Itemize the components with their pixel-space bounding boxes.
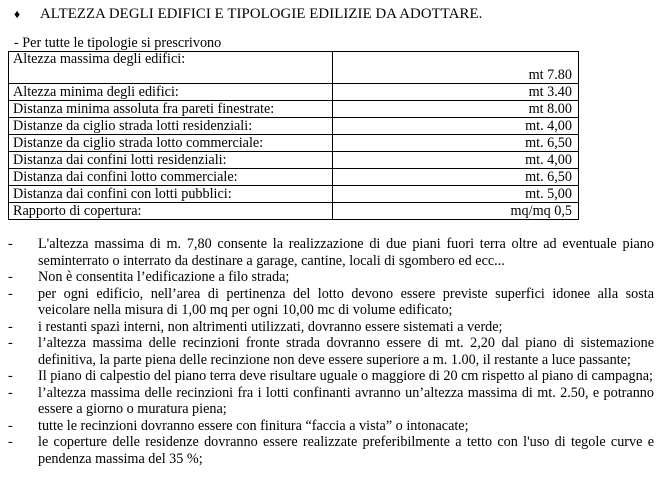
table-row	[9, 135, 579, 152]
spec-value: mt 7.80	[333, 52, 579, 84]
spec-value: mt. 6,50	[333, 169, 579, 186]
table-row	[9, 169, 579, 186]
list-item	[8, 269, 654, 286]
table-row	[9, 203, 579, 220]
dash-bullet: -	[8, 434, 13, 450]
spec-label: Distanze da ciglio strada lotti residenziali:	[9, 118, 333, 135]
dash-bullet: -	[8, 417, 13, 434]
spec-label: Rapporto di copertura:	[9, 203, 333, 220]
spec-value: mt. 4,00	[333, 118, 579, 135]
dash-bullet: -	[8, 335, 13, 351]
table-row	[9, 52, 579, 84]
dash-bullet: -	[8, 236, 13, 252]
spec-value: mt. 5,00	[333, 186, 579, 203]
list-item	[8, 385, 654, 418]
section-title: ALTEZZA DEGLI EDIFICI E TIPOLOGIE EDILIZIE DA ADOTTARE.	[40, 6, 483, 22]
spec-label: Distanze da ciglio strada lotto commerciale:	[9, 135, 333, 152]
dash-bullet: -	[8, 384, 13, 401]
spec-label: Altezza minima degli edifici:	[9, 84, 333, 101]
spec-value: mt 8.00	[333, 101, 579, 118]
table-row	[9, 152, 579, 169]
rule-text: tutte le recinzioni dovranno essere con finitura “faccia a vista” o intonacate;	[38, 417, 469, 434]
spec-label: Altezza massima degli edifici:	[9, 52, 333, 84]
dash-bullet: -	[8, 269, 13, 285]
rule-text: L'altezza massima di m. 7,80 consente la realizzazione di due piani fuori terra oltre ad eventuale piano seminterrato o interrato da destinare a garage, cantine, locali di sgombero ed ecc...	[38, 236, 654, 269]
spec-label: Distanza minima assoluta fra pareti finestrate:	[9, 101, 333, 118]
table-row	[9, 84, 579, 101]
dash-bullet: -	[8, 318, 13, 335]
list-item	[8, 286, 654, 319]
rule-text: Non è consentita l’edificazione a filo strada;	[38, 269, 290, 285]
list-item	[8, 434, 654, 467]
spec-value: mq/mq 0,5	[333, 203, 579, 220]
rule-text: Il piano di calpestio del piano terra deve risultare uguale o maggiore di 20 cm rispetto al piano di campagna;	[38, 368, 653, 384]
spec-value: mt. 6,50	[333, 135, 579, 152]
spec-label: Distanza dai confini lotti residenziali:	[9, 152, 333, 169]
specifications-table	[8, 51, 579, 220]
section-heading	[14, 6, 482, 23]
rules-list	[8, 236, 654, 467]
rule-text: le coperture delle residenze dovranno essere realizzate preferibilmente a tetto con l'uso di tegole curve e pendenza massima del 35 %;	[38, 434, 654, 467]
diamond-bullet-icon: ♦	[14, 7, 21, 21]
rule-text: per ogni edificio, nell’area di pertinenza del lotto devono essere previste superfici idonee alla sosta veicolare nella misura di 1,00 mq per ogni 10,00 mc di volume edificato;	[38, 285, 654, 318]
rule-text: i restanti spazi interni, non altrimenti utilizzati, dovranno essere sistemati a verde;	[38, 318, 503, 335]
rule-text: l’altezza massima delle recinzioni fra i lotti confinanti avranno un’altezza massima di mt. 2.50, e potranno essere a giorno o muratura piena;	[38, 384, 654, 417]
list-item	[8, 236, 654, 269]
intro-text: - Per tutte le tipologie si prescrivono	[14, 35, 222, 51]
spec-label: Distanza dai confini lotto commerciale:	[9, 169, 333, 186]
list-item	[8, 418, 654, 435]
list-item	[8, 319, 654, 336]
list-item	[8, 368, 654, 385]
spec-value: mt 3.40	[333, 84, 579, 101]
spec-value: mt. 4,00	[333, 152, 579, 169]
dash-bullet: -	[8, 368, 13, 384]
table-row	[9, 101, 579, 118]
table-row	[9, 186, 579, 203]
dash-bullet: -	[8, 285, 13, 302]
list-item	[8, 335, 654, 368]
spec-label: Distanza dai confini con lotti pubblici:	[9, 186, 333, 203]
rule-text: l’altezza massima delle recinzioni fronte strada dovranno essere di mt. 2,20 dal piano di sistemazione definitiva, la parte piena delle recinzione non deve essere superiore a m. 1.00, il restante a luce passante;	[38, 335, 654, 368]
table-row	[9, 118, 579, 135]
